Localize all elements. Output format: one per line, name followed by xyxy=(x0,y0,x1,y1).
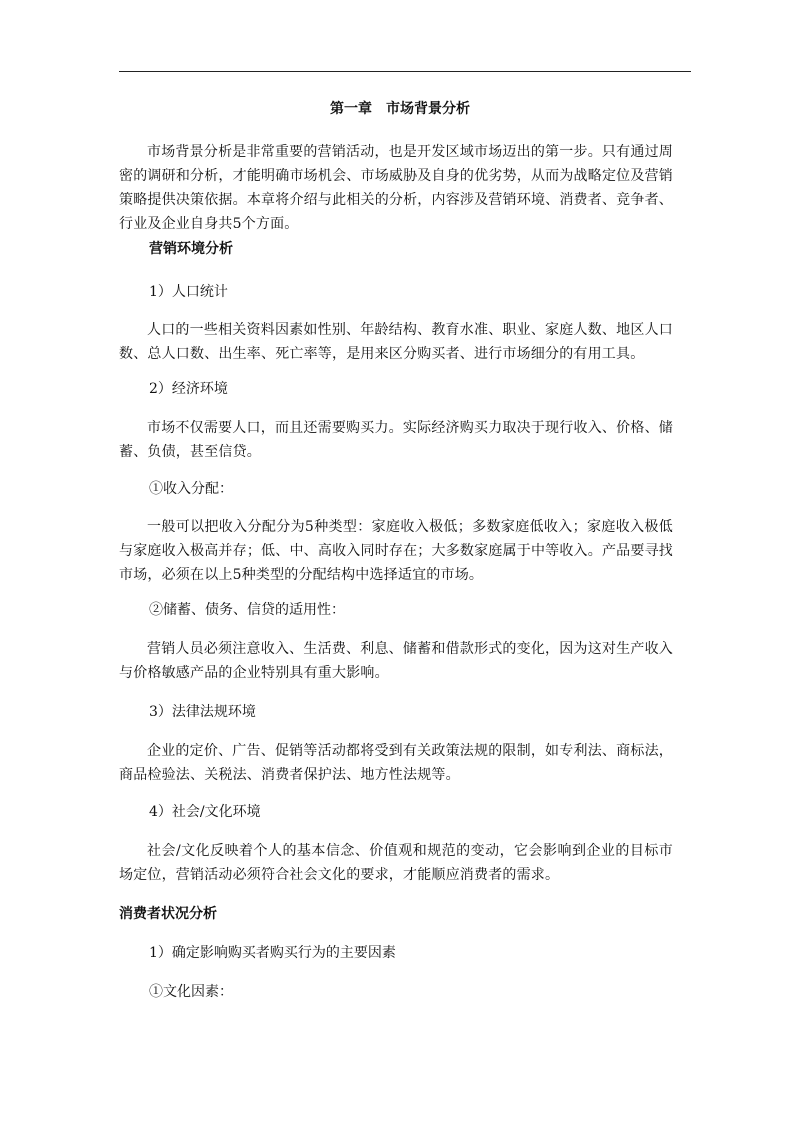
item-title-social-culture: 4）社会/文化环境 xyxy=(149,804,261,820)
subitem-title-income-distribution: ①收入分配： xyxy=(149,481,233,497)
s1-item2-title-block xyxy=(119,377,673,401)
paragraph-savings-credit: 营销人员必须注意收入、生活费、利息、储蓄和借款形式的变化，因为这对生产收入与价格敏感产品的企业特别具有重大影响。 xyxy=(119,641,673,681)
s1-item2-sub1-text-block xyxy=(119,515,673,587)
header-rule xyxy=(119,71,691,72)
s2-item1-sub1-title-block xyxy=(119,980,673,1004)
item-title-population: 1）人口统计 xyxy=(149,284,228,300)
s1-item3-title-block xyxy=(119,700,673,724)
item-title-legal: 3）法律法规环境 xyxy=(149,704,256,720)
item-title-purchase-factors: 1）确定影响购买者购买行为的主要因素 xyxy=(149,945,396,961)
s1-item2-sub1-title-block xyxy=(119,477,673,501)
paragraph-legal: 企业的定价、广告、促销等活动都将受到有关政策法规的限制，如专利法、商标法，商品检验法、关税法、消费者保护法、地方性法规等。 xyxy=(119,743,673,783)
subitem-title-cultural-factors: ①文化因素： xyxy=(149,984,233,1000)
s1-item3-text-block xyxy=(119,739,673,787)
s1-item2-sub2-title-block xyxy=(119,598,673,622)
paragraph-income-distribution: 一般可以把收入分配分为5种类型：家庭收入极低；多数家庭低收入；家庭收入极低与家庭收入极高并存；低、中、高收入同时存在；大多数家庭属于中等收入。产品要寻找市场，必须在以上5种类型的分配结构中选择适宜的市场。 xyxy=(119,519,673,583)
section-heading-marketing-environment: 营销环境分析 xyxy=(149,241,233,257)
paragraph-economy: 市场不仅需要人口，而且还需要购买力。实际经济购买力取决于现行收入、价格、储蓄、负债，甚至信贷。 xyxy=(119,420,673,460)
paragraph-social-culture: 社会/文化反映着个人的基本信念、价值观和规范的变动，它会影响到企业的目标市场定位，营销活动必须符合社会文化的要求，才能顺应消费者的需求。 xyxy=(119,843,673,883)
paragraph-population: 人口的一些相关资料因素如性别、年龄结构、教育水准、职业、家庭人数、地区人口数、总人口数、出生率、死亡率等，是用来区分购买者、进行市场细分的有用工具。 xyxy=(119,322,673,362)
s1-item1-text-block xyxy=(119,318,673,366)
section-2-heading-block xyxy=(119,902,673,926)
section-heading-consumer: 消费者状况分析 xyxy=(119,906,217,922)
section-1-heading-block xyxy=(119,237,673,261)
intro-block xyxy=(119,140,673,236)
s1-item1-title-block xyxy=(119,280,673,304)
item-title-economy: 2）经济环境 xyxy=(149,381,228,397)
s1-item2-text-block xyxy=(119,416,673,464)
s1-item4-text-block xyxy=(119,839,673,887)
s1-item4-title-block xyxy=(119,800,673,824)
s1-item2-sub2-text-block xyxy=(119,637,673,685)
subitem-title-savings-credit: ②储蓄、债务、信贷的适用性： xyxy=(149,602,345,618)
chapter-title: 第一章 市场背景分析 xyxy=(330,101,470,117)
intro-paragraph: 市场背景分析是非常重要的营销活动，也是开发区域市场迈出的第一步。只有通过周密的调研和分析，才能明确市场机会、市场威胁及自身的优劣势，从而为战略定位及营销策略提供决策依据。本章将介绍与此相关的分析，内容涉及营销环境、消费者、竞争者、行业及企业自身共5个方面。 xyxy=(119,144,673,232)
s2-item1-title-block xyxy=(119,941,673,965)
